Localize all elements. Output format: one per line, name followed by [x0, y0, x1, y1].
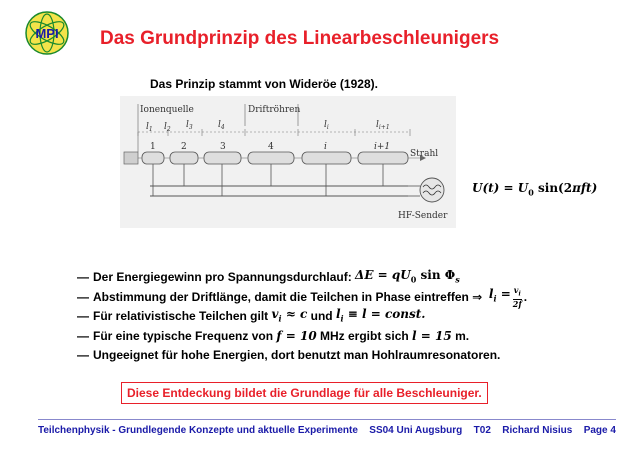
footer-code: T02: [473, 425, 491, 436]
bullet-typical-frequency: — Für eine typische Frequenz von f = 10 MHz ergibt sich l = 15 m.: [77, 328, 470, 343]
ion-source: [124, 152, 138, 164]
footer-course: Teilchenphysik - Grundlegende Konzepte und aktuelle Experimente: [38, 425, 358, 436]
highlight-box: Diese Entdeckung bildet die Grundlage für alle Beschleuniger.: [121, 382, 488, 404]
drift-tube-2: [170, 152, 198, 164]
tube-number-i-plus-1: i+1: [374, 142, 391, 152]
rf-generator-label: HF-Sender: [398, 211, 448, 221]
mpi-logo: [24, 10, 70, 56]
drift-tube-i-plus-1: [358, 152, 408, 164]
length-label-i-plus-1: $l_{i+1}$: [376, 120, 390, 131]
tube-number-4: 4: [268, 142, 274, 152]
footer-page: Page 4: [583, 425, 616, 436]
drift-tube-4: [248, 152, 294, 164]
beam-label: Strahl: [410, 149, 439, 159]
tube-number-1: 1: [150, 142, 156, 152]
length-label-3: $l_3$: [186, 120, 193, 131]
length-label-2: $l_2$: [164, 122, 171, 133]
subtitle: Das Prinzip stammt von Wideröe (1928).: [150, 77, 378, 91]
footer: [38, 425, 616, 436]
tube-number-2: 2: [181, 142, 187, 152]
voltage-formula: $U(t) = U_0$ sin(2πft): [472, 181, 598, 198]
footer-author: Richard Nisius: [502, 425, 573, 436]
page-title: Das Grundprinzip des Linearbeschleunigers: [100, 28, 500, 49]
bullet-relativistic: — Für relativistische Teilchen gilt $v_i \approx c$ und $l_i \equiv l$ = const.: [77, 306, 426, 324]
drift-tube-3: [204, 152, 241, 164]
length-label-i: $l_i$: [324, 120, 329, 131]
bullet-high-energy: — Ungeeignet für hohe Energien, dort benutzt man Hohlraumresonatoren.: [77, 348, 501, 362]
bullet-list: [77, 268, 527, 366]
rf-generator-icon: [420, 178, 444, 202]
length-label-4: $l_4$: [218, 120, 225, 131]
drift-tube-1: [142, 152, 164, 164]
linac-diagram: [120, 96, 456, 228]
label-driftroehren: Driftröhren: [248, 105, 301, 115]
label-ionenquelle: Ionenquelle: [140, 105, 194, 115]
tube-number-3: 3: [220, 142, 226, 152]
footer-divider: [38, 419, 616, 420]
length-label-1: $l_1$: [146, 122, 153, 133]
drift-tube-i: [302, 152, 351, 164]
tube-number-i: i: [324, 142, 327, 152]
bullet-drift-length: — Abstimmung der Driftlänge, damit die Teilchen in Phase eintreffen ⇒ $l_i$ = $\frac{v_i}{2f}$ .: [77, 284, 528, 309]
bullet-energy-gain: — Der Energiegewinn pro Spannungsdurchlauf: $\Delta E = qU_0$ $\sin \Phi_s$: [77, 267, 460, 285]
footer-term: SS04 Uni Augsburg: [369, 425, 463, 436]
logo-text: MPI: [35, 26, 59, 41]
